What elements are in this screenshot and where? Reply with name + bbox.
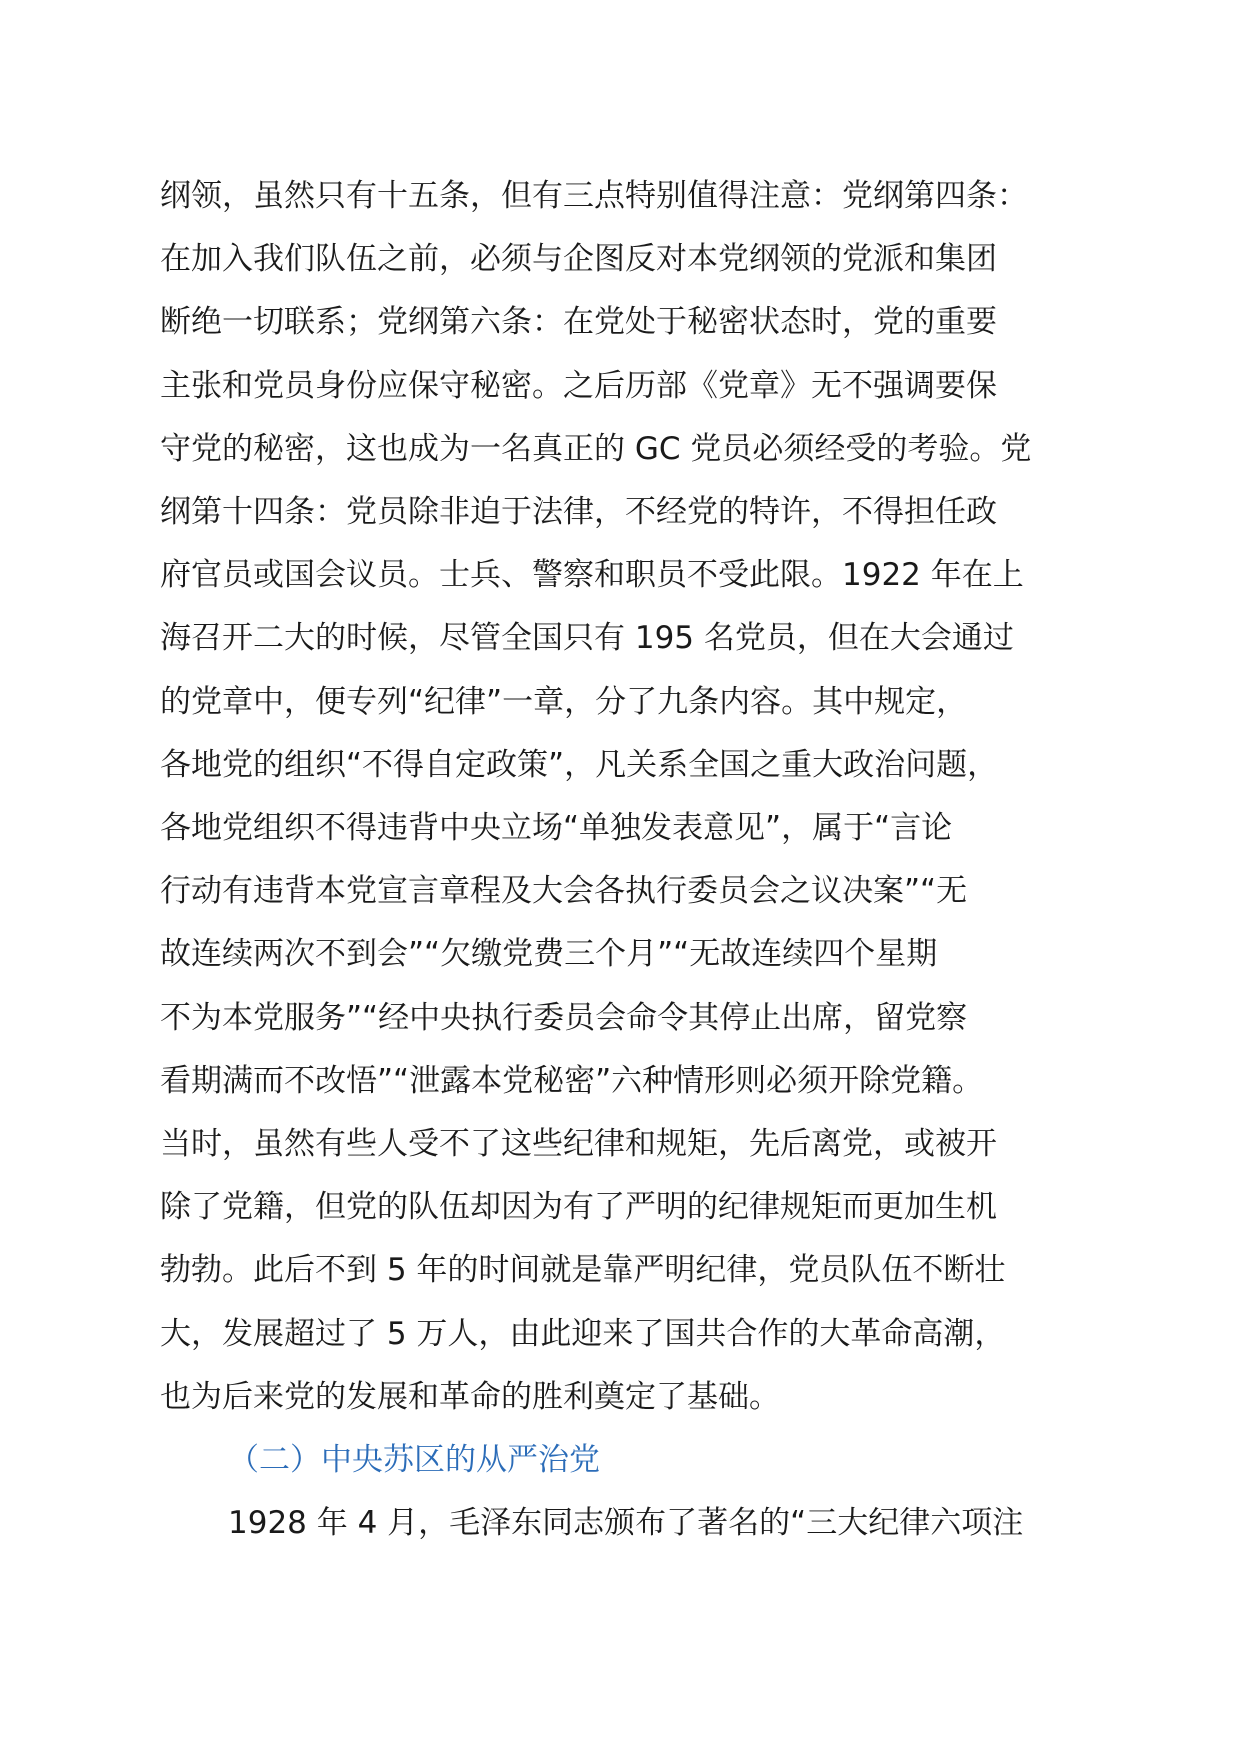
paragraph-line: 1928 年 4 月，毛泽东同志颁布了著名的“三大纪律六项注	[228, 1505, 1024, 1541]
paragraph-line: 的党章中，便专列“纪律”一章，分了九条内容。其中规定，	[160, 684, 968, 720]
paragraph-line: 看期满而不改悟”“泄露本党秘密”六种情形则必须开除党籍。	[160, 1063, 984, 1099]
paragraph-line: 除了党籍，但党的队伍却因为有了严明的纪律规矩而更加生机	[160, 1189, 997, 1225]
paragraph-line: 各地党的组织“不得自定政策”，凡关系全国之重大政治问题，	[160, 747, 999, 783]
paragraph-line: 大，发展超过了 5 万人，由此迎来了国共合作的大革命高潮，	[160, 1316, 1006, 1352]
paragraph-line: 纲第十四条：党员除非迫于法律，不经党的特许，不得担任政	[160, 494, 997, 530]
paragraph-line: 在加入我们队伍之前，必须与企图反对本党纲领的党派和集团	[160, 241, 997, 277]
paragraph-line: 勃勃。此后不到 5 年的时间就是靠严明纪律，党员队伍不断壮	[160, 1252, 1006, 1288]
paragraph-line: 守党的秘密，这也成为一名真正的 GC 党员必须经受的考验。党	[160, 431, 1032, 467]
paragraph-line: 不为本党服务”“经中央执行委员会命令其停止出席，留党察	[160, 1000, 968, 1036]
paragraph-line: 府官员或国会议员。士兵、警察和职员不受此限。1922 年在上	[160, 557, 1024, 593]
paragraph-line: 故连续两次不到会”“欠缴党费三个月”“无故连续四个星期	[160, 936, 938, 972]
paragraph-line: 海召开二大的时候，尽管全国只有 195 名党员，但在大会通过	[160, 620, 1014, 656]
paragraph-line: 各地党组织不得违背中央立场“单独发表意见”，属于“言论	[160, 810, 953, 846]
paragraph-line: 行动有违背本党宣言章程及大会各执行委员会之议决案”“无	[160, 873, 968, 909]
paragraph-line: 断绝一切联系；党纲第六条：在党处于秘密状态时，党的重要	[160, 304, 997, 340]
section-heading: （二）中央苏区的从严治党	[228, 1442, 600, 1478]
paragraph-line: 纲领，虽然只有十五条，但有三点特别值得注意：党纲第四条：	[160, 178, 1028, 214]
paragraph-line: 主张和党员身份应保守秘密。之后历部《党章》无不强调要保	[160, 368, 997, 404]
paragraph-line: 当时，虽然有些人受不了这些纪律和规矩，先后离党，或被开	[160, 1126, 997, 1162]
paragraph-line: 也为后来党的发展和革命的胜利奠定了基础。	[160, 1379, 780, 1415]
